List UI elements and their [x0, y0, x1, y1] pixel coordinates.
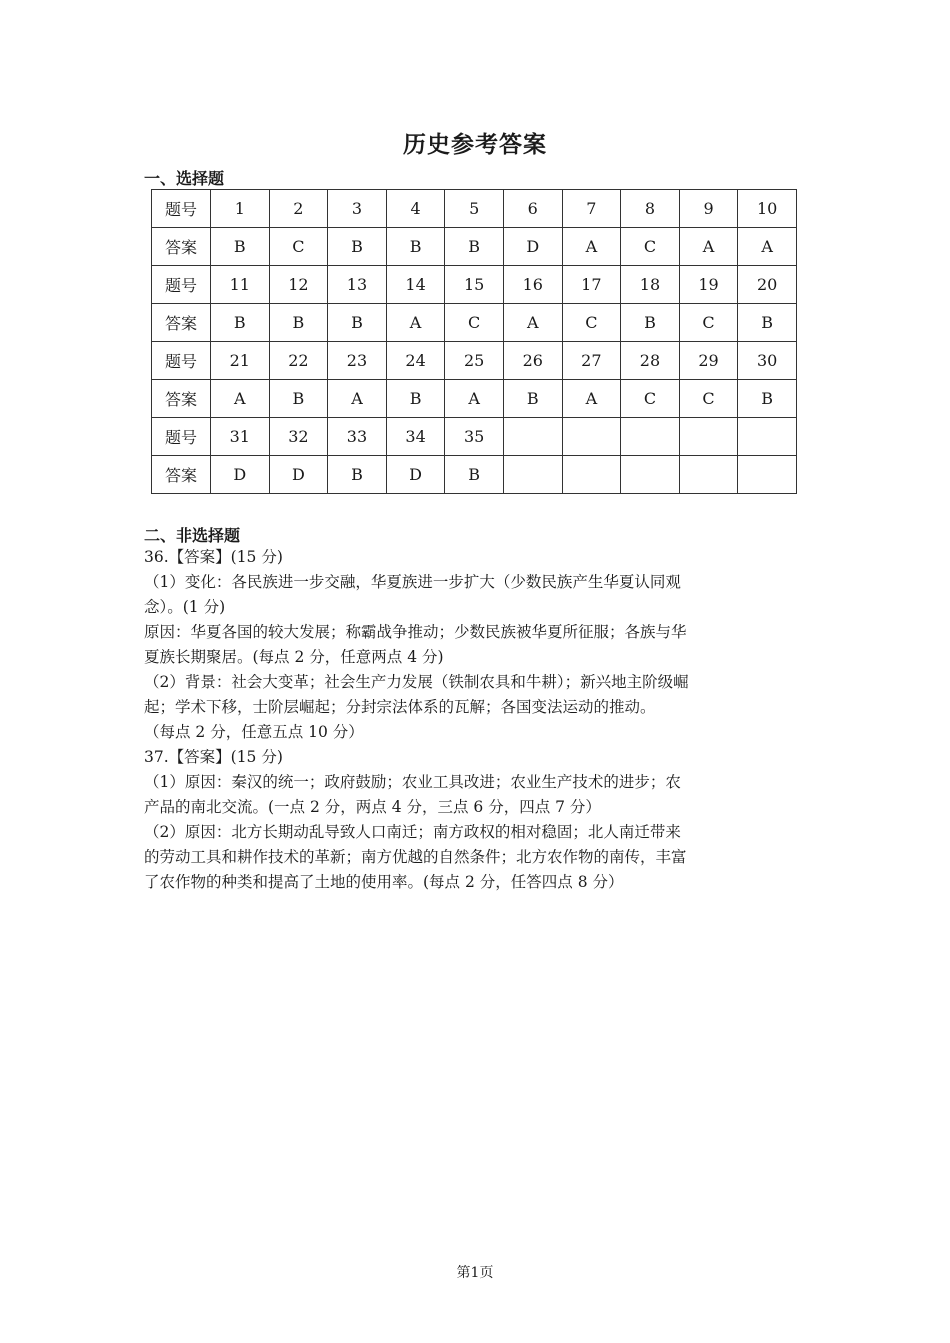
- table-row: [152, 418, 797, 456]
- table-cell: D: [269, 456, 328, 494]
- answer-line: 了农作物的种类和提高了土地的使用率。(每点 2 分，任答四点 8 分）: [144, 873, 624, 891]
- table-cell: B: [738, 380, 797, 418]
- table-cell: [738, 418, 797, 456]
- table-cell: B: [621, 304, 680, 342]
- table-cell: [679, 418, 738, 456]
- table-cell: 22: [269, 342, 328, 380]
- table-cell: 16: [503, 266, 562, 304]
- table-row: [152, 304, 797, 342]
- table-cell: A: [679, 228, 738, 266]
- table-cell: 4: [386, 190, 445, 228]
- answer-explanations: [144, 545, 809, 895]
- table-cell: C: [621, 380, 680, 418]
- table-row: [152, 266, 797, 304]
- table-cell: D: [211, 456, 270, 494]
- table-cell: 1: [211, 190, 270, 228]
- table-cell: B: [386, 380, 445, 418]
- page-title: 历史参考答案: [403, 132, 547, 158]
- table-cell: B: [386, 228, 445, 266]
- table-row: [152, 190, 797, 228]
- table-cell: 28: [621, 342, 680, 380]
- answer-line: 的劳动工具和耕作技术的革新；南方优越的自然条件；北方农作物的南传，丰富: [144, 848, 687, 866]
- table-cell: 19: [679, 266, 738, 304]
- table-cell: 2: [269, 190, 328, 228]
- table-cell: [503, 418, 562, 456]
- table-row: [152, 380, 797, 418]
- answer-line: （1）变化：各民族进一步交融，华夏族进一步扩大（少数民族产生华夏认同观: [144, 573, 681, 591]
- table-cell: 9: [679, 190, 738, 228]
- table-cell: A: [503, 304, 562, 342]
- table-cell: B: [445, 228, 504, 266]
- table-cell: C: [621, 228, 680, 266]
- table-cell: 7: [562, 190, 621, 228]
- answer-line: 37.【答案】(15 分): [144, 748, 283, 766]
- table-cell: 27: [562, 342, 621, 380]
- table-cell: 33: [328, 418, 387, 456]
- table-cell: 24: [386, 342, 445, 380]
- table-cell: 15: [445, 266, 504, 304]
- row-label: 题号: [152, 418, 211, 456]
- table-cell: C: [562, 304, 621, 342]
- answer-line: （每点 2 分，任意五点 10 分）: [144, 723, 364, 741]
- answer-line: （2）原因：北方长期动乱导致人口南迁；南方政权的相对稳固；北人南迁带来: [144, 823, 681, 841]
- answer-line: 念）。(1 分): [144, 598, 226, 616]
- table-cell: 5: [445, 190, 504, 228]
- table-cell: C: [445, 304, 504, 342]
- row-label: 题号: [152, 190, 211, 228]
- answer-line: 产品的南北交流。(一点 2 分，两点 4 分，三点 6 分，四点 7 分）: [144, 798, 601, 816]
- table-cell: 23: [328, 342, 387, 380]
- table-cell: 8: [621, 190, 680, 228]
- table-cell: [621, 456, 680, 494]
- table-cell: 26: [503, 342, 562, 380]
- table-cell: 29: [679, 342, 738, 380]
- table-row: [152, 342, 797, 380]
- table-cell: B: [211, 304, 270, 342]
- section-heading-choice: 一、选择题: [144, 169, 225, 188]
- table-cell: 32: [269, 418, 328, 456]
- answer-line: 夏族长期聚居。(每点 2 分，任意两点 4 分): [144, 648, 444, 666]
- table-cell: 10: [738, 190, 797, 228]
- table-cell: C: [269, 228, 328, 266]
- answer-line: （2）背景：社会大变革；社会生产力发展（铁制农具和牛耕）；新兴地主阶级崛: [144, 673, 689, 691]
- row-label: 答案: [152, 228, 211, 266]
- table-cell: 6: [503, 190, 562, 228]
- table-cell: 12: [269, 266, 328, 304]
- table-cell: A: [562, 380, 621, 418]
- table-cell: 35: [445, 418, 504, 456]
- answer-line: （1）原因：秦汉的统一；政府鼓励；农业工具改进；农业生产技术的进步；农: [144, 773, 681, 791]
- table-cell: B: [328, 304, 387, 342]
- table-cell: 11: [211, 266, 270, 304]
- table-cell: 31: [211, 418, 270, 456]
- answer-line: 36.【答案】(15 分): [144, 548, 283, 566]
- table-cell: A: [738, 228, 797, 266]
- page-number: 第1页: [456, 1265, 494, 1281]
- table-cell: A: [211, 380, 270, 418]
- table-cell: B: [328, 456, 387, 494]
- table-cell: A: [562, 228, 621, 266]
- table-cell: [621, 418, 680, 456]
- table-cell: 25: [445, 342, 504, 380]
- row-label: 答案: [152, 380, 211, 418]
- table-cell: 21: [211, 342, 270, 380]
- answer-table: [151, 189, 797, 494]
- table-cell: [562, 456, 621, 494]
- table-cell: B: [445, 456, 504, 494]
- table-cell: 18: [621, 266, 680, 304]
- table-cell: B: [269, 304, 328, 342]
- answer-line: 原因：华夏各国的较大发展；称霸战争推动；少数民族被华夏所征服；各族与华: [144, 623, 687, 641]
- table-cell: [562, 418, 621, 456]
- table-cell: C: [679, 304, 738, 342]
- table-cell: D: [386, 456, 445, 494]
- row-label: 答案: [152, 456, 211, 494]
- table-cell: 34: [386, 418, 445, 456]
- table-cell: B: [328, 228, 387, 266]
- table-cell: A: [445, 380, 504, 418]
- row-label: 题号: [152, 266, 211, 304]
- table-cell: [503, 456, 562, 494]
- table-cell: B: [738, 304, 797, 342]
- table-cell: [738, 456, 797, 494]
- table-cell: A: [386, 304, 445, 342]
- table-cell: 20: [738, 266, 797, 304]
- table-cell: 17: [562, 266, 621, 304]
- section-heading-non-choice: 二、非选择题: [144, 526, 241, 545]
- table-row: [152, 456, 797, 494]
- table-cell: [679, 456, 738, 494]
- table-cell: B: [503, 380, 562, 418]
- table-cell: 13: [328, 266, 387, 304]
- table-cell: B: [269, 380, 328, 418]
- table-cell: 14: [386, 266, 445, 304]
- table-cell: C: [679, 380, 738, 418]
- answer-line: 起；学术下移，士阶层崛起；分封宗法体系的瓦解；各国变法运动的推动。: [144, 698, 656, 716]
- row-label: 题号: [152, 342, 211, 380]
- table-cell: 30: [738, 342, 797, 380]
- row-label: 答案: [152, 304, 211, 342]
- answer-table-body: [152, 190, 797, 494]
- table-cell: 3: [328, 190, 387, 228]
- table-row: [152, 228, 797, 266]
- table-cell: B: [211, 228, 270, 266]
- table-cell: A: [328, 380, 387, 418]
- table-cell: D: [503, 228, 562, 266]
